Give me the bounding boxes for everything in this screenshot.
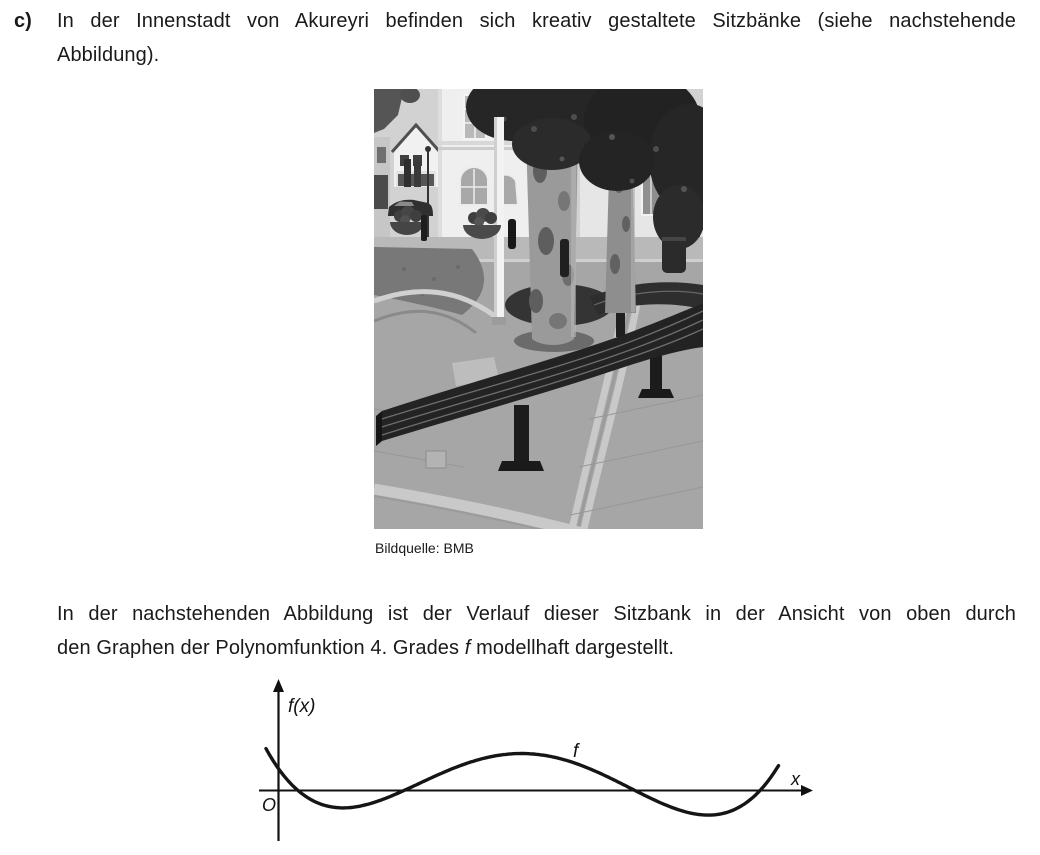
curve-label: f <box>573 741 579 762</box>
photo-trash-bin <box>662 223 686 273</box>
function-graph <box>248 672 828 850</box>
function-graph-svg <box>248 672 828 850</box>
task-paragraph-2-line-2 <box>57 631 1016 665</box>
y-axis-arrow <box>273 679 284 692</box>
task-paragraph-2-line-1: In der nachstehenden Abbildung ist der Verlauf dieser Sitzbank in der Ansicht von oben durch <box>57 603 1016 625</box>
function-name-f: f <box>464 637 471 659</box>
task-item-label: c) <box>14 10 32 32</box>
task-paragraph-1-line-1: In der Innenstadt von Akureyri befinden sich kreativ gestaltete Sitzbänke (siehe nachstehende <box>57 10 1016 32</box>
task-paragraph-2 <box>57 597 1016 665</box>
y-axis-label: f(x) <box>288 696 316 717</box>
bench-photo <box>374 89 703 529</box>
x-axis-label: x <box>791 769 800 789</box>
para2-text-post: modellhaft dargestellt. <box>470 637 675 659</box>
function-curve <box>266 749 779 816</box>
x-axis-arrow <box>801 785 813 796</box>
origin-label: O <box>262 795 277 815</box>
photo-caption: Bildquelle: BMB <box>375 540 474 556</box>
task-paragraph-1 <box>57 4 1016 72</box>
task-paragraph-1-line-2: Abbildung). <box>57 44 160 66</box>
bench-photo-svg <box>374 89 703 529</box>
para2-text-pre: den Graphen der Polynomfunktion 4. Grades <box>57 637 465 659</box>
